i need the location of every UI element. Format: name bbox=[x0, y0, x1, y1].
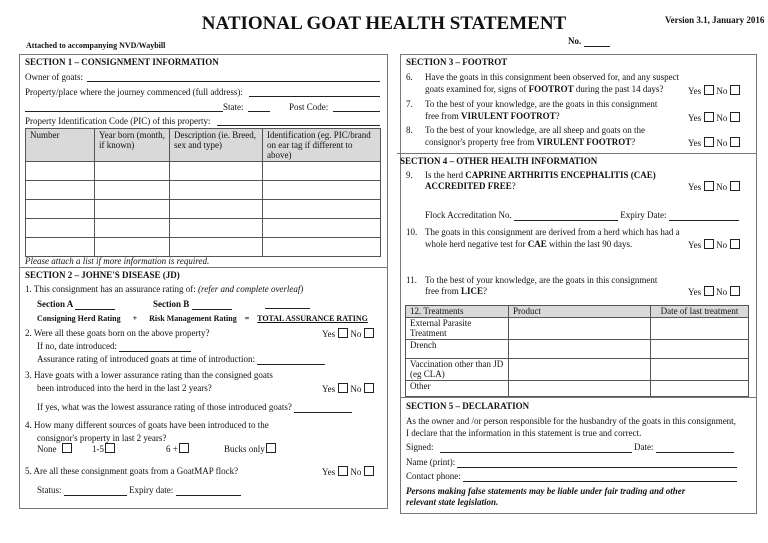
q7-text: To the best of your knowledge, are the goats in this consignment bbox=[425, 99, 658, 109]
yes-checkbox[interactable] bbox=[338, 328, 348, 338]
q8-text: To the best of your knowledge, are all sheep and goats on the bbox=[425, 125, 646, 135]
statement-number[interactable] bbox=[568, 36, 610, 47]
blank-field bbox=[75, 300, 115, 310]
q2-yes-no[interactable] bbox=[322, 328, 374, 340]
row-label: Vaccination other than JD (eg CLA) bbox=[406, 359, 509, 381]
table-cell[interactable] bbox=[263, 200, 381, 219]
label-text: Section A bbox=[37, 299, 73, 309]
label-text: No bbox=[350, 329, 362, 339]
table-cell[interactable] bbox=[509, 318, 651, 340]
label-text: None bbox=[37, 444, 57, 454]
table-row[interactable] bbox=[26, 181, 381, 200]
owner-label: Owner of goats: bbox=[25, 72, 83, 82]
table-cell[interactable] bbox=[263, 162, 381, 181]
q2-rating[interactable] bbox=[37, 354, 325, 365]
no-checkbox[interactable] bbox=[364, 328, 374, 338]
q4-text-2: consignor's property in last 2 years? bbox=[37, 433, 167, 443]
table-cell[interactable] bbox=[170, 219, 263, 238]
label-text: TOTAL ASSURANCE RATING bbox=[257, 314, 368, 323]
row-label: External Parasite Treatment bbox=[406, 318, 509, 340]
postcode-field[interactable] bbox=[333, 111, 380, 112]
table-cell[interactable] bbox=[651, 359, 749, 381]
table-cell[interactable] bbox=[263, 219, 381, 238]
label-text: goats examined for, signs of bbox=[425, 84, 529, 94]
section3-heading: SECTION 3 – FOOTROT bbox=[406, 57, 508, 67]
q8-text-2 bbox=[425, 137, 635, 148]
q2-date[interactable] bbox=[37, 341, 191, 352]
label-text: 6 + bbox=[166, 444, 178, 454]
name-field[interactable] bbox=[406, 457, 737, 468]
blank-field bbox=[192, 300, 232, 310]
section4-heading: SECTION 4 – OTHER HEALTH INFORMATION bbox=[400, 156, 598, 166]
page-title: NATIONAL GOAT HEALTH STATEMENT bbox=[201, 13, 567, 34]
label-text: No bbox=[716, 240, 728, 250]
checkbox[interactable] bbox=[730, 112, 740, 122]
yes-checkbox[interactable] bbox=[338, 383, 348, 393]
blank-field bbox=[119, 342, 191, 352]
label-text: CAE bbox=[527, 239, 547, 249]
row-label: Drench bbox=[406, 340, 509, 359]
label-text: ? bbox=[631, 137, 636, 147]
label-text: free from bbox=[425, 111, 461, 121]
no-label: No. bbox=[568, 36, 582, 46]
label-text: ? bbox=[511, 181, 516, 191]
q7-text-2 bbox=[425, 111, 560, 122]
q11-num: 11. bbox=[406, 275, 417, 285]
q9-text bbox=[425, 170, 656, 181]
table-cell[interactable] bbox=[170, 200, 263, 219]
q1-text bbox=[25, 284, 303, 295]
col-identification: Identification (eg. PIC/brand on ear tag if different to above) bbox=[263, 129, 381, 162]
label-text: Is the herd bbox=[425, 170, 466, 180]
q7-yes-no[interactable] bbox=[688, 112, 740, 124]
treatments-table bbox=[405, 305, 749, 397]
section-a-field[interactable] bbox=[37, 299, 115, 310]
section2-heading: SECTION 2 – JOHNE'S DISEASE (JD) bbox=[25, 270, 180, 280]
checkbox[interactable] bbox=[704, 137, 714, 147]
q4-none[interactable] bbox=[37, 443, 72, 455]
state-label: State: bbox=[223, 102, 244, 112]
table-cell[interactable] bbox=[95, 181, 170, 200]
q5-text: 5. Are all these consignment goats from a GoatMAP flock? bbox=[25, 466, 239, 476]
table-cell[interactable] bbox=[26, 181, 95, 200]
label-text: Yes bbox=[322, 329, 336, 339]
table-cell[interactable] bbox=[26, 219, 95, 238]
q8-num: 8. bbox=[406, 125, 413, 135]
label-text: No bbox=[716, 287, 728, 297]
label-text: FOOTROT bbox=[528, 84, 574, 94]
q6-num: 6. bbox=[406, 72, 413, 82]
divider bbox=[19, 267, 387, 268]
address-field[interactable] bbox=[25, 111, 223, 112]
label-text: Yes bbox=[688, 113, 702, 123]
q11-text-2 bbox=[425, 286, 487, 297]
label-text: Yes bbox=[322, 384, 336, 394]
table-cell[interactable] bbox=[26, 238, 95, 257]
table-cell[interactable] bbox=[263, 181, 381, 200]
section-b-field[interactable] bbox=[153, 299, 232, 310]
q10-num: 10. bbox=[406, 227, 418, 237]
table-row[interactable] bbox=[406, 340, 749, 359]
q11-text: To the best of your knowledge, are the goats in this consignment bbox=[425, 275, 658, 285]
label-text: Bucks only bbox=[224, 444, 265, 454]
q9-text-2 bbox=[425, 181, 516, 192]
q3-text-2: been introduced into the herd in the last 2 years? bbox=[37, 383, 212, 393]
warning-text: Persons making false statements may be liable under fair trading and other bbox=[406, 486, 686, 496]
label-text: Expiry Date: bbox=[620, 210, 667, 220]
label-text: Status: bbox=[37, 485, 62, 495]
table-cell[interactable] bbox=[26, 162, 95, 181]
label-text: No bbox=[716, 86, 728, 96]
declaration-text-2: I declare that the information in this statement is true and correct. bbox=[406, 428, 642, 438]
label-text: 1-5 bbox=[92, 444, 104, 454]
no-checkbox[interactable] bbox=[364, 466, 374, 476]
rating-labels bbox=[37, 313, 368, 324]
pic-field[interactable] bbox=[217, 125, 380, 126]
label-text: whole herd negative test for bbox=[425, 239, 528, 249]
contact-phone-field[interactable] bbox=[406, 471, 737, 482]
label-text: Date: bbox=[634, 442, 654, 452]
label-text: Flock Accreditation No. bbox=[425, 210, 512, 220]
label-text: VIRULENT FOOTROT bbox=[536, 137, 632, 147]
total-field[interactable] bbox=[265, 308, 310, 309]
checkbox[interactable] bbox=[704, 239, 714, 249]
label-text: Signed: bbox=[406, 442, 434, 452]
q6-text-2 bbox=[425, 84, 663, 95]
no-checkbox[interactable] bbox=[364, 383, 374, 393]
label-text: Risk Management Rating bbox=[149, 314, 237, 323]
label-text: Contact phone: bbox=[406, 471, 461, 481]
blank-field bbox=[669, 211, 739, 221]
table-cell[interactable] bbox=[170, 238, 263, 257]
blank-field bbox=[463, 472, 737, 482]
table-cell[interactable] bbox=[263, 238, 381, 257]
q2-text: 2. Were all these goats born on the above property? bbox=[25, 328, 210, 338]
section5-heading: SECTION 5 – DECLARATION bbox=[406, 401, 530, 411]
checkbox[interactable] bbox=[730, 286, 740, 296]
label-text: = bbox=[244, 314, 250, 323]
q6-yes-no[interactable] bbox=[688, 85, 740, 97]
label-text: No bbox=[716, 138, 728, 148]
label-text: No bbox=[350, 467, 362, 477]
table-cell[interactable] bbox=[170, 181, 263, 200]
table-cell[interactable] bbox=[95, 162, 170, 181]
checkbox[interactable] bbox=[704, 85, 714, 95]
checkbox[interactable] bbox=[730, 85, 740, 95]
table-cell[interactable] bbox=[651, 318, 749, 340]
blank-field bbox=[457, 458, 737, 468]
label-text: Name (print): bbox=[406, 457, 456, 467]
table-cell[interactable] bbox=[170, 162, 263, 181]
section1-heading: SECTION 1 – CONSIGNMENT INFORMATION bbox=[25, 57, 219, 67]
label-text: Yes bbox=[688, 287, 702, 297]
q3-text: 3. Have goats with a lower assurance rating than the consigned goats bbox=[25, 370, 273, 380]
q11-yes-no[interactable] bbox=[688, 286, 740, 298]
q3-lowest-rating[interactable] bbox=[37, 402, 352, 413]
label-text: consignor's property free from bbox=[425, 137, 537, 147]
label-text: Section B bbox=[153, 299, 190, 309]
label-text: ? bbox=[483, 286, 487, 296]
table-row[interactable] bbox=[26, 238, 381, 257]
label-text: Yes bbox=[688, 138, 702, 148]
col-number: Number bbox=[26, 129, 95, 162]
attach-note: Please attach a list if more information is required. bbox=[25, 256, 210, 266]
q9-yes-no[interactable] bbox=[688, 181, 740, 193]
q5-yes-no[interactable] bbox=[322, 466, 374, 478]
label-text: Assurance rating of introduced goats at time of introduction: bbox=[37, 354, 255, 364]
blank-field bbox=[257, 355, 325, 365]
col-treatments: 12. Treatments bbox=[406, 306, 509, 318]
table-row[interactable] bbox=[26, 200, 381, 219]
table-cell[interactable] bbox=[95, 219, 170, 238]
property-label: Property/place where the journey commenced (full address): bbox=[25, 87, 243, 97]
consignment-table bbox=[25, 128, 381, 257]
property-field[interactable] bbox=[249, 96, 380, 97]
postcode-label: Post Code: bbox=[289, 102, 329, 112]
table-cell[interactable] bbox=[509, 340, 651, 359]
checkbox[interactable] bbox=[105, 443, 115, 453]
q3-yes-no[interactable] bbox=[322, 383, 374, 395]
checkbox[interactable] bbox=[730, 181, 740, 191]
label-text: within the last 90 days. bbox=[546, 239, 633, 249]
checkbox[interactable] bbox=[704, 181, 714, 191]
label-text: (refer and complete overleaf) bbox=[198, 284, 304, 294]
table-cell[interactable] bbox=[95, 200, 170, 219]
label-text: Yes bbox=[688, 240, 702, 250]
yes-checkbox[interactable] bbox=[338, 466, 348, 476]
table-row[interactable] bbox=[26, 219, 381, 238]
q7-num: 7. bbox=[406, 99, 413, 109]
blank-field bbox=[514, 211, 618, 221]
col-product: Product bbox=[509, 306, 651, 318]
q9-num: 9. bbox=[406, 170, 413, 180]
checkbox[interactable] bbox=[179, 443, 189, 453]
checkbox[interactable] bbox=[62, 443, 72, 453]
checkbox[interactable] bbox=[704, 112, 714, 122]
table-row[interactable] bbox=[406, 359, 749, 381]
label-text: Yes bbox=[688, 86, 702, 96]
q4-1-5[interactable] bbox=[92, 443, 115, 455]
label-text: 1. This consignment has an assurance rating of: bbox=[25, 284, 196, 294]
label-text: during the past 14 days? bbox=[573, 84, 664, 94]
state-field[interactable] bbox=[248, 111, 270, 112]
table-cell[interactable] bbox=[651, 340, 749, 359]
q10-text: The goats in this consignment are derived from a herd which has had a bbox=[425, 227, 680, 237]
label-text: If yes, what was the lowest assurance rating of those introduced goats? bbox=[37, 402, 292, 412]
blank-field bbox=[440, 443, 632, 453]
owner-field[interactable] bbox=[87, 81, 380, 82]
q4-text: 4. How many different sources of goats have been introduced to the bbox=[25, 420, 269, 430]
label-text: ACCREDITED FREE bbox=[425, 181, 512, 191]
warning-text-2: relevant state legislation. bbox=[406, 497, 499, 507]
table-row[interactable] bbox=[406, 318, 749, 340]
label-text: CAPRINE ARTHRITIS ENCEPHALITIS (CAE) bbox=[465, 170, 656, 180]
label-text: If no, date introduced: bbox=[37, 341, 117, 351]
q4-bucks-only[interactable] bbox=[224, 443, 276, 455]
attached-label: Attached to accompanying NVD/Waybill bbox=[26, 41, 166, 50]
q10-yes-no[interactable] bbox=[688, 239, 740, 251]
table-cell[interactable] bbox=[95, 238, 170, 257]
blank-field bbox=[64, 486, 127, 496]
col-date: Date of last treatment bbox=[651, 306, 749, 318]
table-row[interactable] bbox=[406, 381, 749, 397]
table-row[interactable] bbox=[26, 162, 381, 181]
label-text: VIRULENT FOOTROT bbox=[460, 111, 556, 121]
q10-text-2 bbox=[425, 239, 632, 250]
col-year-born: Year born (month, if known) bbox=[95, 129, 170, 162]
blank-field bbox=[584, 37, 610, 47]
pic-label: Property Identification Code (PIC) of this property: bbox=[25, 116, 211, 126]
q6-text: Have the goats in this consignment been observed for, and any suspect bbox=[425, 72, 680, 82]
checkbox[interactable] bbox=[730, 137, 740, 147]
label-text: Yes bbox=[322, 467, 336, 477]
label-text: No bbox=[350, 384, 362, 394]
q5-status[interactable] bbox=[37, 485, 241, 496]
checkbox[interactable] bbox=[704, 286, 714, 296]
label-text: Yes bbox=[688, 182, 702, 192]
table-cell[interactable] bbox=[651, 381, 749, 397]
divider bbox=[397, 153, 756, 154]
table-cell[interactable] bbox=[26, 200, 95, 219]
label-text: Expiry date: bbox=[129, 485, 174, 495]
signed-field[interactable] bbox=[406, 442, 734, 453]
version-label: Version 3.1, January 2016 bbox=[665, 15, 765, 25]
row-label: Other bbox=[406, 381, 509, 397]
label-text: + bbox=[132, 314, 138, 323]
flock-accreditation[interactable] bbox=[425, 210, 739, 221]
q4-6-plus[interactable] bbox=[166, 443, 189, 455]
q8-yes-no[interactable] bbox=[688, 137, 740, 149]
table-cell[interactable] bbox=[509, 381, 651, 397]
label-text: No bbox=[716, 182, 728, 192]
blank-field bbox=[656, 443, 734, 453]
checkbox[interactable] bbox=[266, 443, 276, 453]
label-text: No bbox=[716, 113, 728, 123]
col-description: Description (ie. Breed, sex and type) bbox=[170, 129, 263, 162]
label-text: Consigning Herd Rating bbox=[37, 314, 121, 323]
table-cell[interactable] bbox=[509, 359, 651, 381]
declaration-text: As the owner and /or person responsible for the husbandry of the goats in this consignment, bbox=[406, 416, 736, 426]
checkbox[interactable] bbox=[730, 239, 740, 249]
blank-field bbox=[176, 486, 241, 496]
divider bbox=[400, 397, 756, 398]
blank-field bbox=[294, 403, 352, 413]
label-text: free from bbox=[425, 286, 461, 296]
label-text: ? bbox=[555, 111, 560, 121]
label-text: LICE bbox=[460, 286, 483, 296]
